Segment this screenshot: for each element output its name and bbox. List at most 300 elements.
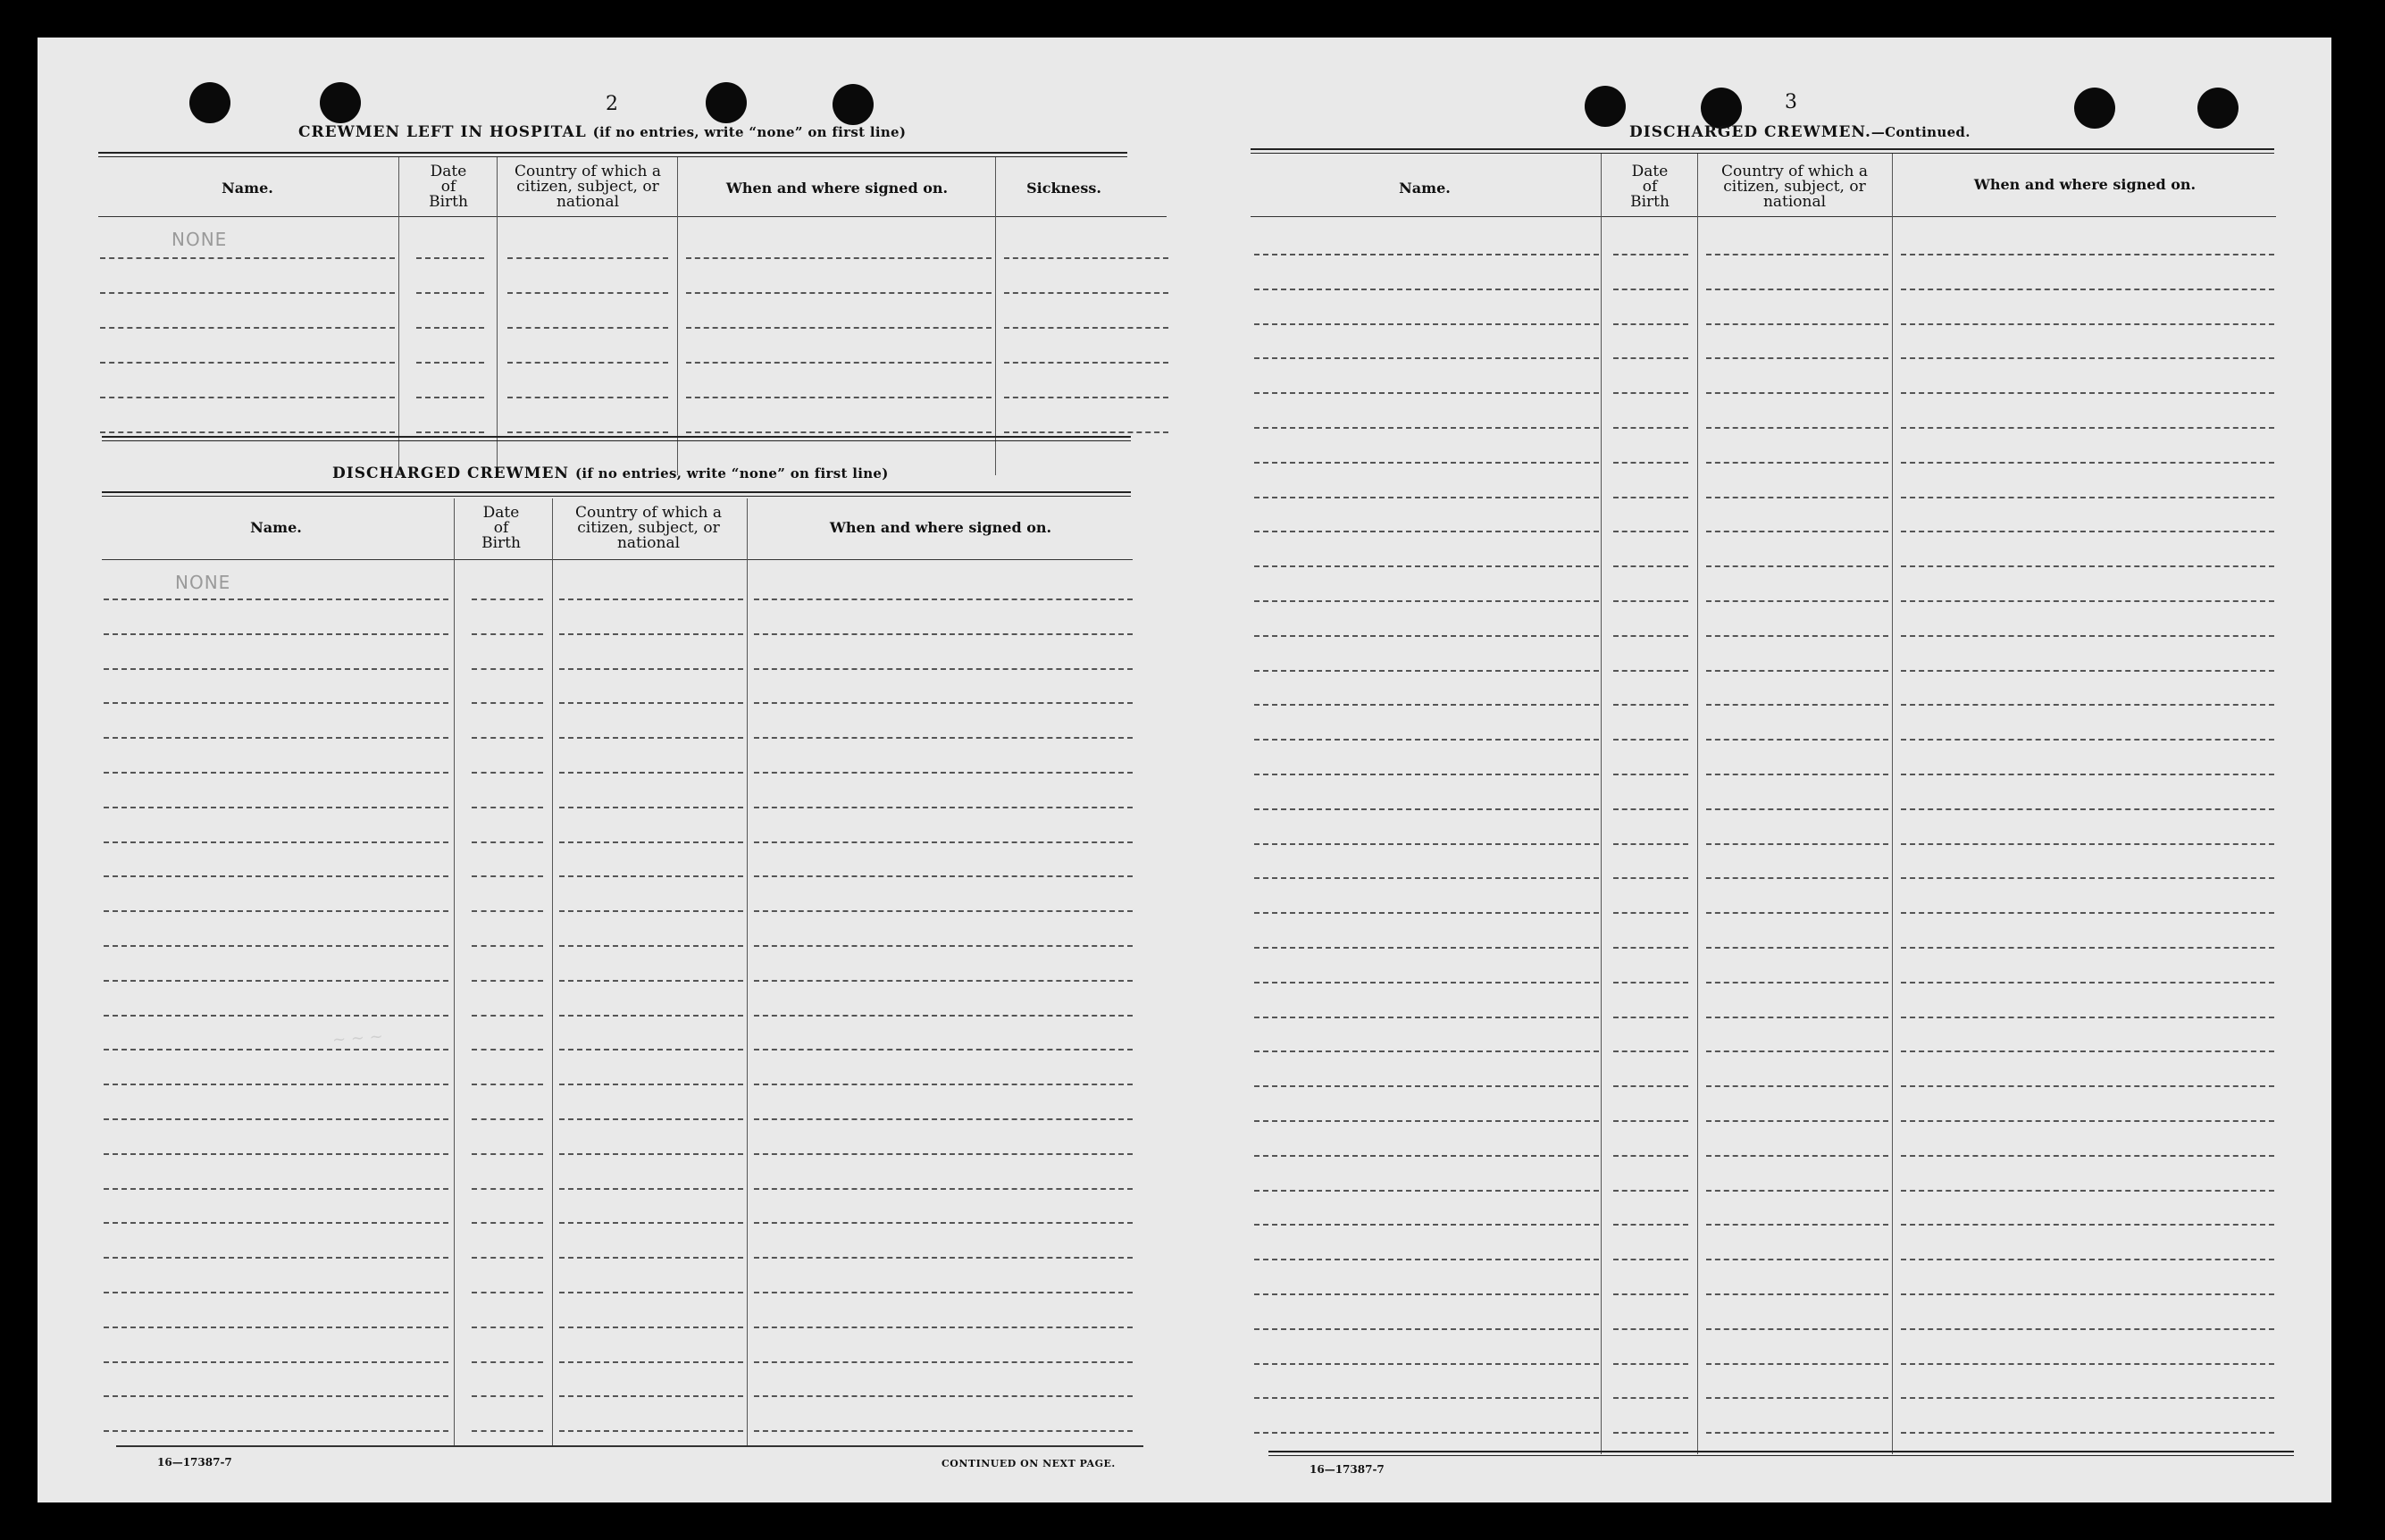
entry-line xyxy=(100,257,395,259)
form-number: 16—17387-7 xyxy=(1310,1463,1385,1476)
entry-line xyxy=(104,1015,448,1017)
entry-line xyxy=(686,257,992,259)
dob-line: of xyxy=(493,519,509,537)
entry-line xyxy=(1901,912,2274,914)
entry-line xyxy=(1254,1120,1599,1122)
entry-line xyxy=(1254,739,1599,741)
punch-hole xyxy=(189,82,230,123)
entry-line xyxy=(559,1292,743,1293)
entry-line xyxy=(104,668,448,670)
entry-line xyxy=(1254,531,1599,532)
entry-line xyxy=(104,1188,448,1190)
entry-line xyxy=(1901,323,2274,325)
column-header-country xyxy=(1699,164,1890,210)
entry-line xyxy=(1254,877,1599,879)
column-divider xyxy=(677,157,678,475)
entry-line xyxy=(104,1084,448,1085)
entry-line xyxy=(686,397,992,398)
entry-line xyxy=(1901,427,2274,429)
entry-line xyxy=(1901,635,2274,637)
entry-line xyxy=(416,362,484,364)
entry-line xyxy=(1004,292,1168,294)
column-divider xyxy=(995,157,996,475)
entry-line xyxy=(754,945,1133,947)
entry-line xyxy=(754,737,1133,739)
entry-line xyxy=(559,1188,743,1190)
entry-line xyxy=(1254,254,1599,255)
discharged-entry-none: NONE xyxy=(175,572,231,593)
entry-line xyxy=(559,980,743,982)
entry-line xyxy=(1254,1085,1599,1087)
hospital-section-title xyxy=(298,123,906,141)
entry-line xyxy=(1706,1224,1888,1226)
entry-line xyxy=(1901,600,2274,602)
entry-line xyxy=(1254,982,1599,983)
entry-line xyxy=(1706,1259,1888,1260)
entry-line xyxy=(1613,670,1688,672)
entry-line xyxy=(559,598,743,600)
entry-line xyxy=(1706,1190,1888,1192)
header-underline xyxy=(1251,216,2276,217)
entry-line xyxy=(1901,254,2274,255)
entry-line xyxy=(1613,462,1688,464)
entry-line xyxy=(507,362,668,364)
entry-line xyxy=(1254,1155,1599,1157)
entry-line xyxy=(1706,531,1888,532)
entry-line xyxy=(1613,1363,1688,1365)
entry-line xyxy=(1706,1397,1888,1399)
entry-line xyxy=(104,841,448,843)
entry-line xyxy=(1706,1293,1888,1295)
header-underline xyxy=(102,559,1133,560)
entry-line xyxy=(1901,1120,2274,1122)
entry-line xyxy=(1706,427,1888,429)
entry-line xyxy=(472,1118,543,1120)
punch-hole xyxy=(1585,86,1626,127)
entry-line xyxy=(104,1118,448,1120)
entry-line xyxy=(1613,323,1688,325)
entry-line xyxy=(1613,1190,1688,1192)
entry-line xyxy=(1901,1085,2274,1087)
entry-line xyxy=(1254,1259,1599,1260)
entry-line xyxy=(472,668,543,670)
entry-line xyxy=(472,1084,543,1085)
column-header-country xyxy=(498,164,677,210)
entry-line xyxy=(1613,808,1688,810)
discharged-continued-title xyxy=(1629,123,1971,141)
entry-line xyxy=(1706,1120,1888,1122)
dob-line: of xyxy=(1642,178,1658,196)
section-rule xyxy=(102,436,1131,441)
entry-line xyxy=(1901,982,2274,983)
entry-line xyxy=(507,431,668,433)
entry-line xyxy=(472,980,543,982)
entry-line xyxy=(1254,635,1599,637)
entry-line xyxy=(472,737,543,739)
entry-line xyxy=(1613,635,1688,637)
entry-line xyxy=(104,875,448,877)
entry-line xyxy=(472,875,543,877)
column-header-signed: When and where signed on. xyxy=(829,519,1052,536)
entry-line xyxy=(1901,1293,2274,1295)
entry-line xyxy=(1254,392,1599,394)
dob-line: of xyxy=(440,178,456,196)
entry-line xyxy=(1901,1190,2274,1192)
entry-line xyxy=(1901,739,2274,741)
dob-line: Birth xyxy=(1630,193,1670,211)
entry-line xyxy=(1254,1190,1599,1192)
entry-line xyxy=(1254,1050,1599,1052)
entry-line xyxy=(754,1361,1133,1363)
entry-line xyxy=(1254,774,1599,775)
entry-line xyxy=(1901,877,2274,879)
entry-line xyxy=(1613,289,1688,290)
header-underline xyxy=(98,216,1167,217)
discharged-instruction: (if no entries, write “none” on first line) xyxy=(574,465,889,481)
entry-line xyxy=(1706,808,1888,810)
entry-line xyxy=(559,668,743,670)
entry-line xyxy=(1901,670,2274,672)
left-page xyxy=(38,38,1199,1502)
entry-line xyxy=(1613,1050,1688,1052)
entry-line xyxy=(1613,1432,1688,1434)
country-line: Country of which a xyxy=(515,163,661,180)
entry-line xyxy=(559,1118,743,1120)
entry-line xyxy=(1254,323,1599,325)
right-page xyxy=(1199,38,2331,1502)
entry-line xyxy=(754,1015,1133,1017)
continued-title-text: DISCHARGED CREWMEN. xyxy=(1629,123,1871,141)
entry-line xyxy=(754,807,1133,808)
entry-line xyxy=(1004,397,1168,398)
entry-line xyxy=(1613,600,1688,602)
entry-line xyxy=(104,1049,448,1050)
entry-line xyxy=(472,910,543,912)
entry-line xyxy=(1613,531,1688,532)
entry-line xyxy=(1613,1293,1688,1295)
scanned-document xyxy=(38,38,2331,1502)
country-line: citizen, subject, or xyxy=(1723,178,1866,196)
entry-line xyxy=(559,1015,743,1017)
column-header-signed: When and where signed on. xyxy=(725,180,949,197)
entry-line xyxy=(559,1084,743,1085)
entry-line xyxy=(686,431,992,433)
entry-line xyxy=(1613,1085,1688,1087)
entry-line xyxy=(1613,739,1688,741)
entry-line xyxy=(1901,947,2274,949)
entry-line xyxy=(754,875,1133,877)
entry-line xyxy=(1706,1017,1888,1018)
column-divider xyxy=(552,498,553,1447)
entry-line xyxy=(472,772,543,774)
entry-line xyxy=(104,1292,448,1293)
entry-line xyxy=(559,702,743,704)
entry-line xyxy=(559,1395,743,1397)
entry-line xyxy=(754,1049,1133,1050)
page-number: 3 xyxy=(1785,91,1797,113)
entry-line xyxy=(1706,1432,1888,1434)
entry-line xyxy=(1254,1397,1599,1399)
entry-line xyxy=(1901,1155,2274,1157)
entry-line xyxy=(754,1327,1133,1328)
entry-line xyxy=(1254,1293,1599,1295)
entry-line xyxy=(1613,1120,1688,1122)
entry-line xyxy=(1613,357,1688,359)
entry-line xyxy=(1706,912,1888,914)
entry-line xyxy=(1706,1085,1888,1087)
entry-line xyxy=(1706,392,1888,394)
entry-line xyxy=(1613,1259,1688,1260)
entry-line xyxy=(1254,497,1599,498)
entry-line xyxy=(754,1292,1133,1293)
entry-line xyxy=(559,1257,743,1259)
entry-line xyxy=(754,668,1133,670)
entry-line xyxy=(1613,1224,1688,1226)
column-header-name: Name. xyxy=(222,180,273,197)
entry-line xyxy=(1254,1432,1599,1434)
punch-hole xyxy=(706,82,747,123)
entry-line xyxy=(754,1395,1133,1397)
entry-line xyxy=(1613,982,1688,983)
hospital-instruction: (if no entries, write “none” on first line) xyxy=(592,124,907,140)
entry-line xyxy=(1706,877,1888,879)
entry-line xyxy=(104,598,448,600)
entry-line xyxy=(1706,635,1888,637)
entry-line xyxy=(104,737,448,739)
entry-line xyxy=(104,633,448,635)
entry-line xyxy=(472,1153,543,1155)
entry-line xyxy=(472,702,543,704)
entry-line xyxy=(754,772,1133,774)
entry-line xyxy=(1254,808,1599,810)
entry-line xyxy=(1706,323,1888,325)
entry-line xyxy=(754,841,1133,843)
entry-line xyxy=(559,1049,743,1050)
country-line: Country of which a xyxy=(575,504,722,522)
entry-line xyxy=(472,1015,543,1017)
entry-line xyxy=(1901,531,2274,532)
entry-line xyxy=(559,633,743,635)
entry-line xyxy=(104,702,448,704)
column-header-dob xyxy=(1603,164,1697,210)
entry-line xyxy=(754,910,1133,912)
entry-line xyxy=(559,1327,743,1328)
entry-line xyxy=(416,397,484,398)
column-divider xyxy=(1601,154,1602,1454)
entry-line xyxy=(1706,774,1888,775)
entry-line xyxy=(472,1395,543,1397)
country-line: national xyxy=(616,534,681,552)
entry-line xyxy=(472,1188,543,1190)
continued-note: CONTINUED ON NEXT PAGE. xyxy=(941,1458,1116,1469)
form-number: 16—17387-7 xyxy=(157,1456,232,1469)
hospital-title-text: CREWMEN LEFT IN HOSPITAL xyxy=(298,123,587,141)
entry-line xyxy=(559,1430,743,1432)
entry-line xyxy=(1706,982,1888,983)
entry-line xyxy=(100,362,395,364)
hospital-entry-none: NONE xyxy=(172,229,228,250)
entry-line xyxy=(1706,739,1888,741)
entry-line xyxy=(559,910,743,912)
entry-line xyxy=(1901,843,2274,845)
entry-line xyxy=(100,327,395,329)
entry-line xyxy=(104,980,448,982)
entry-line xyxy=(1901,1017,2274,1018)
entry-line xyxy=(104,1257,448,1259)
entry-line xyxy=(1254,670,1599,672)
entry-line xyxy=(1706,670,1888,672)
entry-line xyxy=(104,945,448,947)
entry-line xyxy=(1254,704,1599,706)
entry-line xyxy=(754,702,1133,704)
entry-line xyxy=(472,1222,543,1224)
column-header-dob xyxy=(400,164,497,210)
entry-line xyxy=(754,1430,1133,1432)
entry-line xyxy=(104,807,448,808)
entry-line xyxy=(1613,427,1688,429)
dob-line: Birth xyxy=(481,534,521,552)
entry-line xyxy=(104,772,448,774)
dob-line: Birth xyxy=(429,193,468,211)
entry-line xyxy=(1004,327,1168,329)
entry-line xyxy=(1901,1397,2274,1399)
continued-suffix: —Continued. xyxy=(1870,124,1971,140)
entry-line xyxy=(472,1327,543,1328)
entry-line xyxy=(1254,843,1599,845)
entry-line xyxy=(1613,947,1688,949)
entry-line xyxy=(686,327,992,329)
entry-line xyxy=(100,292,395,294)
dob-line: Date xyxy=(1631,163,1669,180)
entry-line xyxy=(1901,462,2274,464)
entry-line xyxy=(472,598,543,600)
entry-line xyxy=(416,327,484,329)
punch-hole xyxy=(2074,88,2115,129)
entry-line xyxy=(754,1222,1133,1224)
column-header-dob xyxy=(454,506,548,551)
entry-line xyxy=(1901,808,2274,810)
entry-line xyxy=(1901,1224,2274,1226)
country-line: citizen, subject, or xyxy=(516,178,659,196)
entry-line xyxy=(1901,497,2274,498)
entry-line xyxy=(1613,877,1688,879)
entry-line xyxy=(104,1430,448,1432)
entry-line xyxy=(104,1361,448,1363)
entry-line xyxy=(1706,704,1888,706)
entry-line xyxy=(559,1222,743,1224)
entry-line xyxy=(1254,912,1599,914)
dob-line: Date xyxy=(482,504,520,522)
entry-line xyxy=(559,772,743,774)
section-rule xyxy=(98,152,1127,157)
entry-line xyxy=(754,1118,1133,1120)
entry-line xyxy=(104,1153,448,1155)
entry-line xyxy=(559,1361,743,1363)
column-header-name: Name. xyxy=(250,519,302,536)
entry-line xyxy=(472,945,543,947)
section-rule xyxy=(1251,148,2274,154)
entry-line xyxy=(104,910,448,912)
entry-line xyxy=(1901,1050,2274,1052)
faint-bleedthrough: ~ ~ ~ xyxy=(331,1027,384,1050)
entry-line xyxy=(507,257,668,259)
entry-line xyxy=(686,362,992,364)
dob-line: Date xyxy=(430,163,467,180)
column-divider xyxy=(454,498,455,1447)
entry-line xyxy=(1901,704,2274,706)
section-rule xyxy=(102,491,1131,497)
entry-line xyxy=(559,875,743,877)
entry-line xyxy=(754,1257,1133,1259)
country-line: national xyxy=(1762,193,1827,211)
entry-line xyxy=(1613,912,1688,914)
entry-line xyxy=(1706,1363,1888,1365)
column-divider xyxy=(398,157,399,475)
entry-line xyxy=(1901,1328,2274,1330)
entry-line xyxy=(1901,289,2274,290)
entry-line xyxy=(754,633,1133,635)
entry-line xyxy=(559,1153,743,1155)
entry-line xyxy=(104,1222,448,1224)
entry-line xyxy=(1254,565,1599,567)
entry-line xyxy=(472,1257,543,1259)
entry-line xyxy=(1901,565,2274,567)
entry-line xyxy=(1901,774,2274,775)
entry-line xyxy=(507,292,668,294)
entry-line xyxy=(754,1188,1133,1190)
column-header-name: Name. xyxy=(1399,180,1451,197)
bottom-rule xyxy=(1268,1451,2294,1456)
punch-hole xyxy=(320,82,361,123)
entry-line xyxy=(559,737,743,739)
discharged-title-text: DISCHARGED CREWMEN xyxy=(332,465,570,482)
entry-line xyxy=(1004,431,1168,433)
entry-line xyxy=(1901,1363,2274,1365)
column-divider xyxy=(1892,154,1893,1454)
entry-line xyxy=(1254,462,1599,464)
entry-line xyxy=(1254,1017,1599,1018)
entry-line xyxy=(1706,947,1888,949)
entry-line xyxy=(1706,357,1888,359)
entry-line xyxy=(1613,1155,1688,1157)
entry-line xyxy=(1901,392,2274,394)
entry-line xyxy=(1004,257,1168,259)
column-header-country xyxy=(554,506,743,551)
column-divider xyxy=(1697,154,1698,1454)
entry-line xyxy=(1613,1017,1688,1018)
entry-line xyxy=(1706,289,1888,290)
entry-line xyxy=(472,1430,543,1432)
entry-line xyxy=(507,327,668,329)
entry-line xyxy=(1613,843,1688,845)
entry-line xyxy=(1706,1050,1888,1052)
punch-hole xyxy=(833,84,874,125)
entry-line xyxy=(472,1361,543,1363)
entry-line xyxy=(472,1049,543,1050)
entry-line xyxy=(1613,1328,1688,1330)
column-header-sickness: Sickness. xyxy=(1026,180,1101,197)
entry-line xyxy=(1254,947,1599,949)
entry-line xyxy=(1706,254,1888,255)
entry-line xyxy=(1613,1397,1688,1399)
country-line: Country of which a xyxy=(1721,163,1868,180)
punch-hole xyxy=(2197,88,2239,129)
entry-line xyxy=(1706,843,1888,845)
entry-line xyxy=(416,292,484,294)
entry-line xyxy=(1004,362,1168,364)
entry-line xyxy=(754,598,1133,600)
entry-line xyxy=(1613,392,1688,394)
